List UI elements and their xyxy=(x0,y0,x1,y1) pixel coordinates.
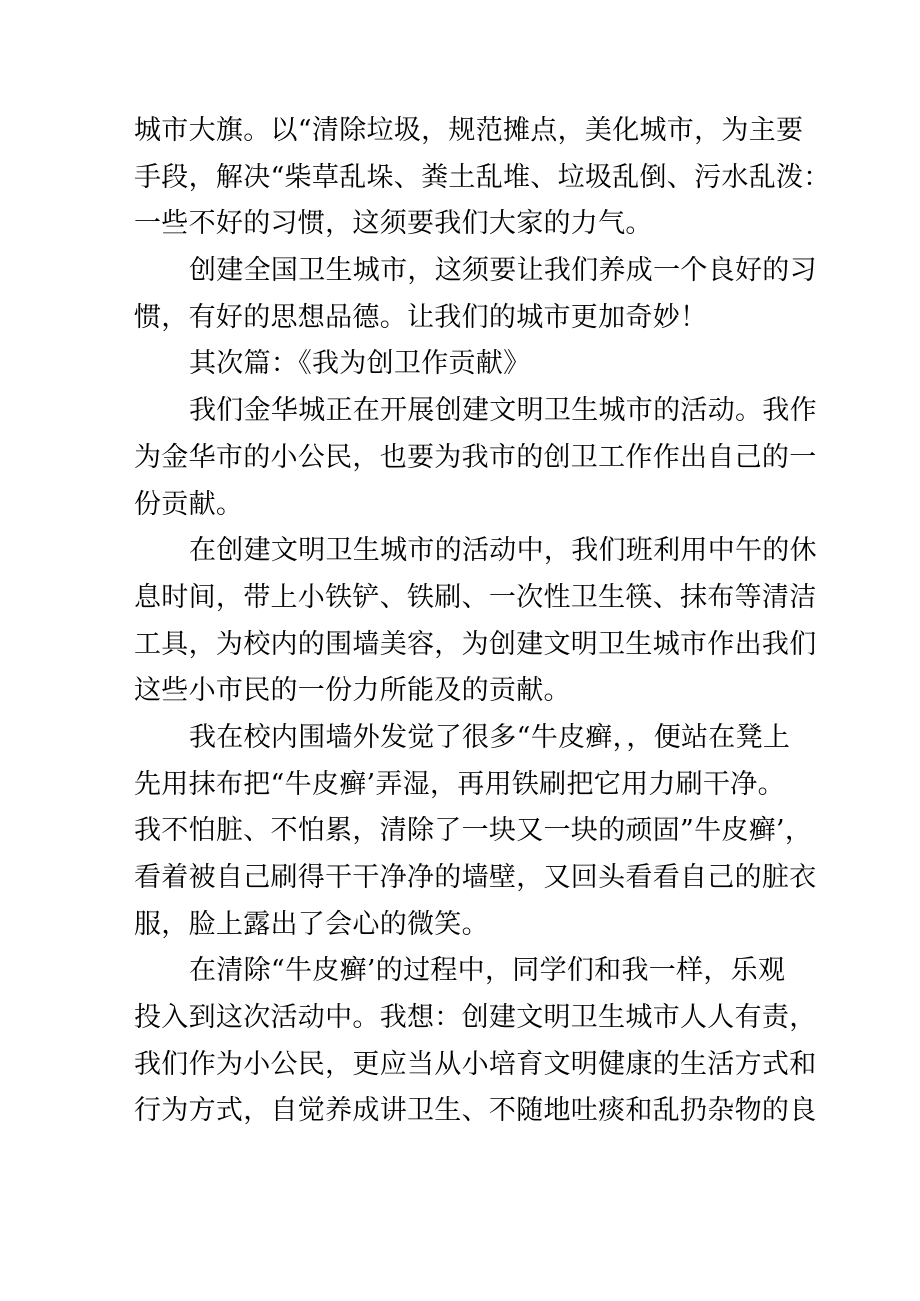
paragraph-6 xyxy=(134,948,817,1135)
text-line: 在创建文明卫生城市的活动中，我们班利用中午的休 xyxy=(189,535,817,567)
text-line: 我不怕脏、不怕累，清除了一块又一块的顽固”牛皮癣’， xyxy=(134,815,813,847)
text-line: 份贡献。 xyxy=(134,488,244,520)
text-line: 创建全国卫生城市，这须要让我们养成一个良好的习 xyxy=(189,255,817,287)
text-line: 服，脸上露出了会心的微笑。 xyxy=(134,908,489,940)
text-line: 其次篇：《我为创卫作贡献》 xyxy=(189,348,531,380)
text-line: 为金华市的小公民，也要为我市的创卫工作作出自己的一 xyxy=(134,441,817,473)
paragraph-5 xyxy=(134,715,817,948)
text-line: 息时间，带上小铁铲、铁刷、一次性卫生筷、抹布等清洁 xyxy=(134,581,817,613)
text-line: 行为方式，自觉养成讲卫生、不随地吐痰和乱扔杂物的良 xyxy=(134,1095,817,1127)
paragraph-4 xyxy=(134,528,817,715)
text-line: 工具，为校内的围墙美容，为创建文明卫生城市作出我们 xyxy=(134,628,817,660)
text-line: 我们作为小公民，更应当从小培育文明健康的生活方式和 xyxy=(134,1048,817,1080)
paragraph-2 xyxy=(134,248,817,341)
text-line: 我们金华城正在开展创建文明卫生城市的活动。我作 xyxy=(189,395,817,427)
text-line: 这些小市民的一份力所能及的贡献。 xyxy=(134,675,571,707)
section-heading xyxy=(134,341,794,388)
text-line: 我在校内围墙外发觉了很多“牛皮癣，，便站在凳上 xyxy=(189,721,791,753)
text-line: 看着被自己刷得干干净净的墙壁，又回头看看自己的脏衣 xyxy=(134,862,817,893)
text-line: 投入到这次活动中。我想：创建文明卫生城市人人有责， xyxy=(134,1002,817,1034)
text-line: 惯，有好的思想品德。让我们的城市更加奇妙！ xyxy=(134,301,708,333)
paragraph-3 xyxy=(134,388,817,528)
paragraph-1 xyxy=(134,108,831,248)
text-line: 一些不好的习惯，这须要我们大家的力气。 xyxy=(134,208,653,240)
text-line: 城市大旗。以“清除垃圾，规范摊点，美化城市，为主要 xyxy=(134,115,804,146)
text-line: 先用抹布把“牛皮癣’弄湿，再用铁刷把它用力刷干净。 xyxy=(134,768,785,800)
document-body xyxy=(134,108,831,1135)
text-line: 在清除“牛皮癣’的过程中，同学们和我一样，乐观 xyxy=(189,955,786,987)
text-line: 手段，解决“柴草乱垛、粪土乱堆、垃圾乱倒、污水乱泼： xyxy=(134,161,831,193)
